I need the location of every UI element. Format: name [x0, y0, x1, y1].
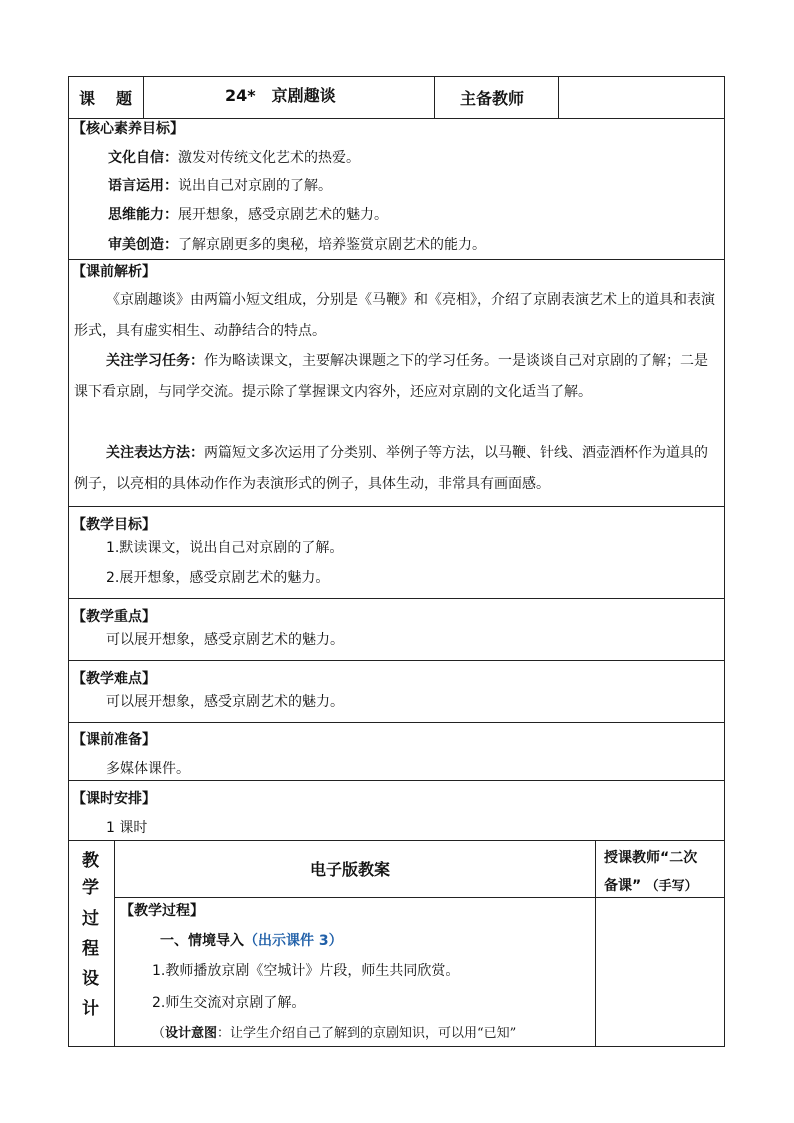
analysis-paragraph-2 — [74, 346, 719, 408]
process-heading: 【教学过程】 — [120, 903, 204, 919]
design-intent-open: （ — [152, 1026, 166, 1041]
row-divider-schedule — [68, 780, 725, 781]
analysis-paragraph-3 — [74, 438, 719, 500]
objective-item: 1.默读课文，说出自己对京剧的了解。 — [106, 540, 344, 556]
header-label-char-1: 课 — [79, 89, 96, 108]
process-side-divider — [114, 840, 115, 1047]
row-divider-difficulties — [68, 660, 725, 661]
row-divider-objectives — [68, 506, 725, 507]
second-prep-header-main: 备课” — [604, 878, 642, 894]
key-points-text: 可以展开想象，感受京剧艺术的魅力。 — [106, 632, 344, 648]
process-side-char: 设 — [82, 969, 99, 989]
header-label-char-2: 题 — [116, 89, 133, 108]
core-goal-item — [108, 178, 332, 194]
design-intent-label: 设计意图 — [165, 1026, 218, 1041]
header-divider-2 — [434, 76, 435, 118]
header-divider-1 — [143, 76, 144, 118]
core-goal-label: 文化自信： — [108, 150, 178, 166]
analysis-p3-label: 关注表达方法： — [106, 445, 204, 461]
table-border-top — [68, 76, 725, 77]
second-prep-header-line1: 授课教师“二次 — [604, 850, 698, 866]
process-side-char: 计 — [82, 999, 99, 1019]
table-border-right — [724, 76, 725, 1047]
row-divider-analysis — [68, 259, 725, 260]
handwritten-note: （手写） — [645, 879, 698, 894]
analysis-p2-label: 关注学习任务： — [106, 353, 204, 369]
preparation-heading: 【课前准备】 — [72, 732, 156, 748]
lesson-title: 24* 京剧趣谈 — [225, 86, 336, 105]
analysis-p3-text: 两篇短文多次运用了分类别、举例子等方法，以马鞭、针线、酒壶酒杯作为道具的例子，以亮相的具体动作作为表演形式的例子，具体生动，非常具有画面感。 — [74, 445, 708, 492]
design-intent — [152, 1026, 516, 1042]
row-divider-process — [68, 840, 725, 841]
table-border-bottom — [68, 1046, 725, 1047]
row-divider-preparation — [68, 722, 725, 723]
analysis-paragraph-1: 《京剧趣谈》由两篇小短文组成，分别是《马鞭》和《亮相》，介绍了京剧表演艺术上的道具和表演形式，具有虚实相生、动静结合的特点。 — [74, 292, 715, 339]
row-divider-header — [68, 118, 725, 119]
difficulties-text: 可以展开想象，感受京剧艺术的魅力。 — [106, 694, 344, 710]
core-goal-label: 语言运用： — [108, 178, 178, 194]
core-goal-text: 激发对传统文化艺术的热爱。 — [178, 150, 360, 166]
core-goal-text: 说出自己对京剧的了解。 — [178, 178, 332, 194]
process-side-char: 过 — [82, 909, 99, 929]
preparation-text: 多媒体课件。 — [106, 761, 190, 777]
lead-teacher-label: 主备教师 — [460, 89, 525, 108]
process-right-divider — [595, 840, 596, 1047]
process-item: 2.师生交流对京剧了解。 — [152, 995, 306, 1011]
second-prep-header-line2 — [604, 878, 698, 895]
key-points-heading: 【教学重点】 — [72, 609, 156, 625]
core-goal-text: 展开想象，感受京剧艺术的魅力。 — [178, 207, 388, 223]
schedule-heading: 【课时安排】 — [72, 791, 156, 807]
courseware-note: （出示课件 3） — [244, 933, 343, 949]
core-goal-label: 审美创造： — [108, 237, 178, 253]
design-intent-text: ：让学生介绍自己了解到的京剧知识，可以用“已知” — [217, 1026, 517, 1041]
analysis-heading: 【课前解析】 — [72, 264, 156, 280]
process-step-1 — [160, 933, 343, 949]
core-goal-item — [108, 207, 388, 223]
difficulties-heading: 【教学难点】 — [72, 671, 156, 687]
core-goal-label: 思维能力： — [108, 207, 178, 223]
table-border-left — [68, 76, 69, 1047]
core-goal-item — [108, 237, 486, 253]
process-step-1-title: 一、情境导入 — [160, 933, 244, 949]
schedule-text: 1 课时 — [106, 820, 148, 836]
core-goal-text: 了解京剧更多的奥秘，培养鉴赏京剧艺术的能力。 — [178, 237, 486, 253]
core-goal-item — [108, 150, 360, 166]
objectives-heading: 【教学目标】 — [72, 517, 156, 533]
row-divider-process-header — [114, 897, 725, 898]
analysis-p2-text: 作为略读课文，主要解决课题之下的学习任务。一是谈谈自己对京剧的了解；二是课下看京剧，与同学交流。提示除了掌握课文内容外，还应对京剧的文化适当了解。 — [74, 353, 708, 400]
row-divider-keypoints — [68, 598, 725, 599]
process-item: 1.教师播放京剧《空城计》片段，师生共同欣赏。 — [152, 963, 460, 979]
electronic-plan-header: 电子版教案 — [310, 860, 391, 879]
process-side-char: 教 — [82, 851, 99, 871]
lesson-plan-page — [68, 76, 725, 1047]
process-side-char: 程 — [82, 939, 99, 959]
process-side-char: 学 — [82, 878, 99, 898]
core-goals-heading: 【核心素养目标】 — [72, 121, 184, 137]
objective-item: 2.展开想象，感受京剧艺术的魅力。 — [106, 570, 330, 586]
header-divider-3 — [558, 76, 559, 118]
